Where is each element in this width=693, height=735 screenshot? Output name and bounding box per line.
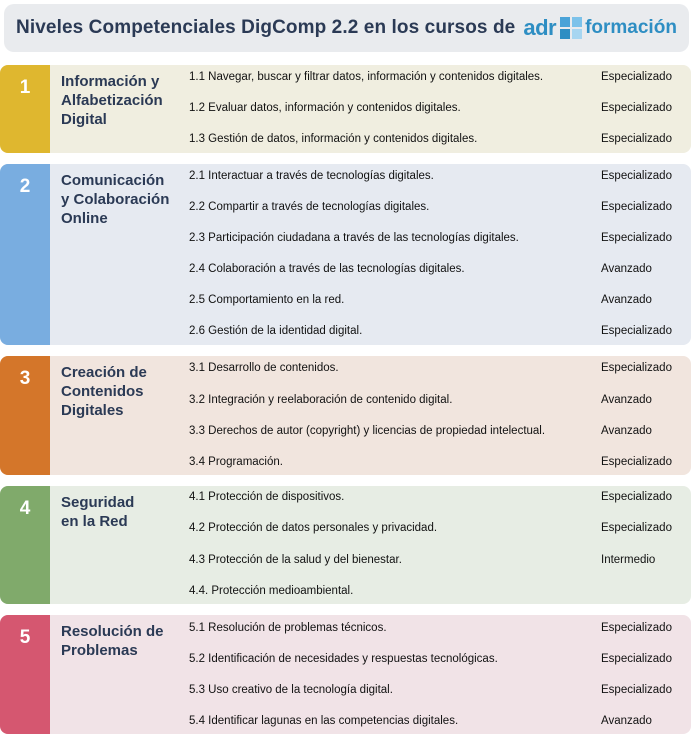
competence-item <box>189 550 689 570</box>
logo-formacion-text: formación <box>585 17 677 38</box>
competence-description: 2.6 Gestión de la identidad digital. <box>189 325 363 337</box>
section-number-band <box>0 65 50 153</box>
section-title: Seguridad en la Red <box>61 494 135 530</box>
competence-item <box>189 390 689 410</box>
competence-description: 1.1 Navegar, buscar y filtrar datos, información y contenidos digitales. <box>189 71 544 83</box>
competence-level: Avanzado <box>601 425 652 437</box>
competence-item <box>189 259 689 279</box>
competence-level: Avanzado <box>601 263 652 275</box>
competence-level: Especializado <box>601 325 672 337</box>
competence-level: Especializado <box>601 522 672 534</box>
competence-item <box>189 487 689 507</box>
competence-description: 4.3 Protección de la salud y del bienestar. <box>189 554 402 566</box>
logo-square <box>560 17 570 27</box>
competence-description: 3.4 Programación. <box>189 456 283 468</box>
competence-item <box>189 98 689 118</box>
competence-description: 1.2 Evaluar datos, información y contenidos digitales. <box>189 102 461 114</box>
section-title: Comunicación y Colaboración Online <box>61 172 170 227</box>
competence-item <box>189 358 689 378</box>
section-number-band <box>0 486 50 604</box>
competence-item <box>189 618 689 638</box>
section-number-band <box>0 615 50 734</box>
competence-item <box>189 290 689 310</box>
competence-item <box>189 228 689 248</box>
competence-description: 5.2 Identificación de necesidades y respuestas tecnológicas. <box>189 653 498 665</box>
competence-item <box>189 518 689 538</box>
competence-description: 2.5 Comportamiento en la red. <box>189 294 345 306</box>
competence-level: Especializado <box>601 456 672 468</box>
competence-level: Especializado <box>601 201 672 213</box>
competence-section <box>0 164 691 345</box>
competence-description: 1.3 Gestión de datos, información y contenidos digitales. <box>189 133 478 145</box>
competence-section <box>0 615 691 734</box>
competence-level: Especializado <box>601 133 672 145</box>
competence-description: 2.2 Compartir a través de tecnologías digitales. <box>189 201 430 213</box>
competence-item <box>189 67 689 87</box>
competence-level: Especializado <box>601 491 672 503</box>
competence-section <box>0 65 691 153</box>
competence-item <box>189 166 689 186</box>
section-title: Creación de Contenidos Digitales <box>61 364 147 419</box>
competence-level: Intermedio <box>601 554 656 566</box>
logo-square <box>572 17 582 27</box>
competence-section <box>0 356 691 475</box>
logo-square <box>560 29 570 39</box>
competence-description: 3.1 Desarrollo de contenidos. <box>189 362 339 374</box>
section-number-band <box>0 164 50 345</box>
logo-adr-text: adr <box>523 15 557 40</box>
competence-level: Especializado <box>601 684 672 696</box>
competence-level: Especializado <box>601 653 672 665</box>
competence-description: 5.3 Uso creativo de la tecnología digital. <box>189 684 393 696</box>
competence-level: Avanzado <box>601 394 652 406</box>
section-number: 3 <box>19 368 31 389</box>
competence-level: Especializado <box>601 622 672 634</box>
competence-item <box>189 197 689 217</box>
competence-level: Especializado <box>601 71 672 83</box>
logo-squares-icon <box>560 17 582 39</box>
competence-description: 2.4 Colaboración a través de las tecnologías digitales. <box>189 263 465 275</box>
competence-level: Especializado <box>601 362 672 374</box>
competence-item <box>189 321 689 341</box>
competence-level: Especializado <box>601 232 672 244</box>
competence-section <box>0 486 691 604</box>
competence-item <box>189 711 689 731</box>
section-title: Resolución de Problemas <box>61 623 164 659</box>
section-number: 4 <box>19 498 31 519</box>
competence-description: 4.1 Protección de dispositivos. <box>189 491 345 503</box>
competence-level: Avanzado <box>601 715 652 727</box>
adr-formacion-logo <box>523 15 677 41</box>
competence-description: 2.1 Interactuar a través de tecnologías digitales. <box>189 170 434 182</box>
competence-description: 4.4. Protección medioambiental. <box>189 585 354 597</box>
page-title: Niveles Competenciales DigComp 2.2 en los cursos de <box>16 17 516 38</box>
page-header <box>4 4 689 52</box>
competence-description: 5.4 Identificar lagunas en las competencias digitales. <box>189 715 459 727</box>
competence-level: Especializado <box>601 102 672 114</box>
section-title: Información y Alfabetización Digital <box>61 73 163 128</box>
section-number-band <box>0 356 50 475</box>
competence-level: Avanzado <box>601 294 652 306</box>
competence-description: 5.1 Resolución de problemas técnicos. <box>189 622 387 634</box>
competence-description: 3.2 Integración y reelaboración de contenido digital. <box>189 394 453 406</box>
section-number: 2 <box>19 176 31 197</box>
competence-item <box>189 649 689 669</box>
competence-item <box>189 680 689 700</box>
competence-item <box>189 421 689 441</box>
section-number: 1 <box>19 77 31 98</box>
logo-square <box>572 29 582 39</box>
competence-item <box>189 452 689 472</box>
competence-item <box>189 581 689 601</box>
competence-level: Especializado <box>601 170 672 182</box>
section-number: 5 <box>19 627 31 648</box>
competence-description: 2.3 Participación ciudadana a través de las tecnologías digitales. <box>189 232 519 244</box>
competence-description: 4.2 Protección de datos personales y privacidad. <box>189 522 438 534</box>
competence-item <box>189 129 689 149</box>
competence-description: 3.3 Derechos de autor (copyright) y licencias de propiedad intelectual. <box>189 425 546 437</box>
